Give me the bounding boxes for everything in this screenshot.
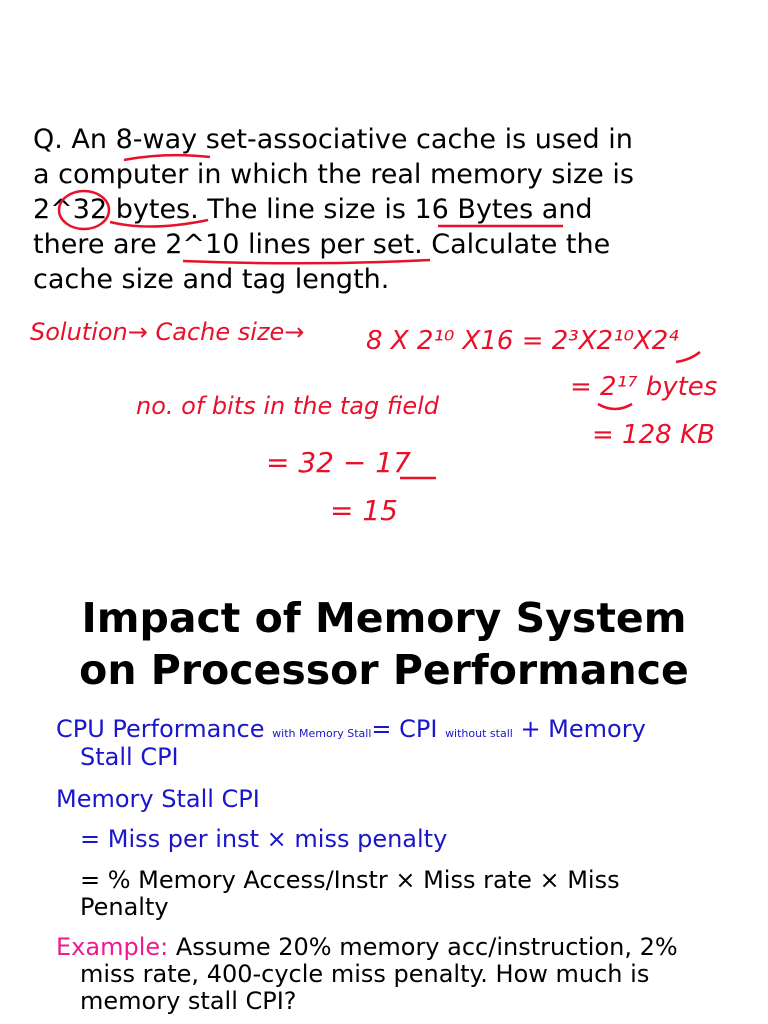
- example-line-3: memory stall CPI?: [80, 987, 297, 1015]
- memory-access-equation: = % Memory Access/Instr × Miss rate × Miss: [80, 866, 620, 894]
- question-line: there are 2^10 lines per set. Calculate the: [33, 229, 611, 260]
- question-line: a computer in which the real memory size is: [33, 159, 634, 190]
- underline-2-10-lines: [183, 260, 430, 263]
- tag-result: = 15: [330, 494, 398, 527]
- question-line: cache size and tag length.: [33, 264, 390, 295]
- title-line: on Processor Performance: [79, 646, 689, 694]
- brace-under-17: [598, 404, 632, 409]
- cache-calc: 8 X 2¹⁰ X16 = 2³X2¹⁰X2⁴: [366, 326, 679, 356]
- stall-cpi-line: Stall CPI: [80, 743, 179, 771]
- solution-label: Solution→ Cache size→: [30, 318, 305, 346]
- example-label: Example:: [56, 933, 169, 961]
- example-text: Assume 20% memory acc/instruction, 2%: [168, 933, 678, 961]
- example-line-2: miss rate, 400-cycle miss penalty. How much is: [80, 960, 650, 988]
- cpu-perf-subscript: with Memory Stall: [272, 727, 372, 740]
- question-line: 2^32 bytes. The line size is 16 Bytes and: [33, 194, 593, 225]
- circle-32: [59, 191, 109, 229]
- tag-field-label: no. of bits in the tag field: [136, 392, 440, 420]
- title-line: Impact of Memory System: [81, 594, 687, 642]
- cpu-perf-subscript: without stall: [445, 727, 513, 740]
- question-line: Q. An 8-way set-associative cache is used in: [33, 124, 633, 155]
- underline-bytes: [110, 220, 208, 227]
- cpu-perf-text: CPU Performance: [56, 715, 265, 743]
- miss-per-inst-equation: = Miss per inst × miss penalty: [80, 825, 448, 853]
- tag-calc: = 32 − 17: [266, 446, 411, 479]
- cache-calc-bytes: = 2¹⁷ bytes: [570, 372, 718, 402]
- memory-stall-cpi-heading: Memory Stall CPI: [56, 785, 260, 813]
- memory-access-equation-cont: Penalty: [80, 893, 169, 921]
- cpu-perf-text: = CPI: [371, 715, 438, 743]
- underline-8-way: [124, 155, 210, 160]
- example-line: [56, 934, 678, 961]
- slide-title: [0, 592, 768, 696]
- cpu-perf-text: + Memory: [512, 715, 646, 743]
- cache-calc-kb: = 128 KB: [592, 420, 715, 450]
- tick-mark: [676, 352, 700, 362]
